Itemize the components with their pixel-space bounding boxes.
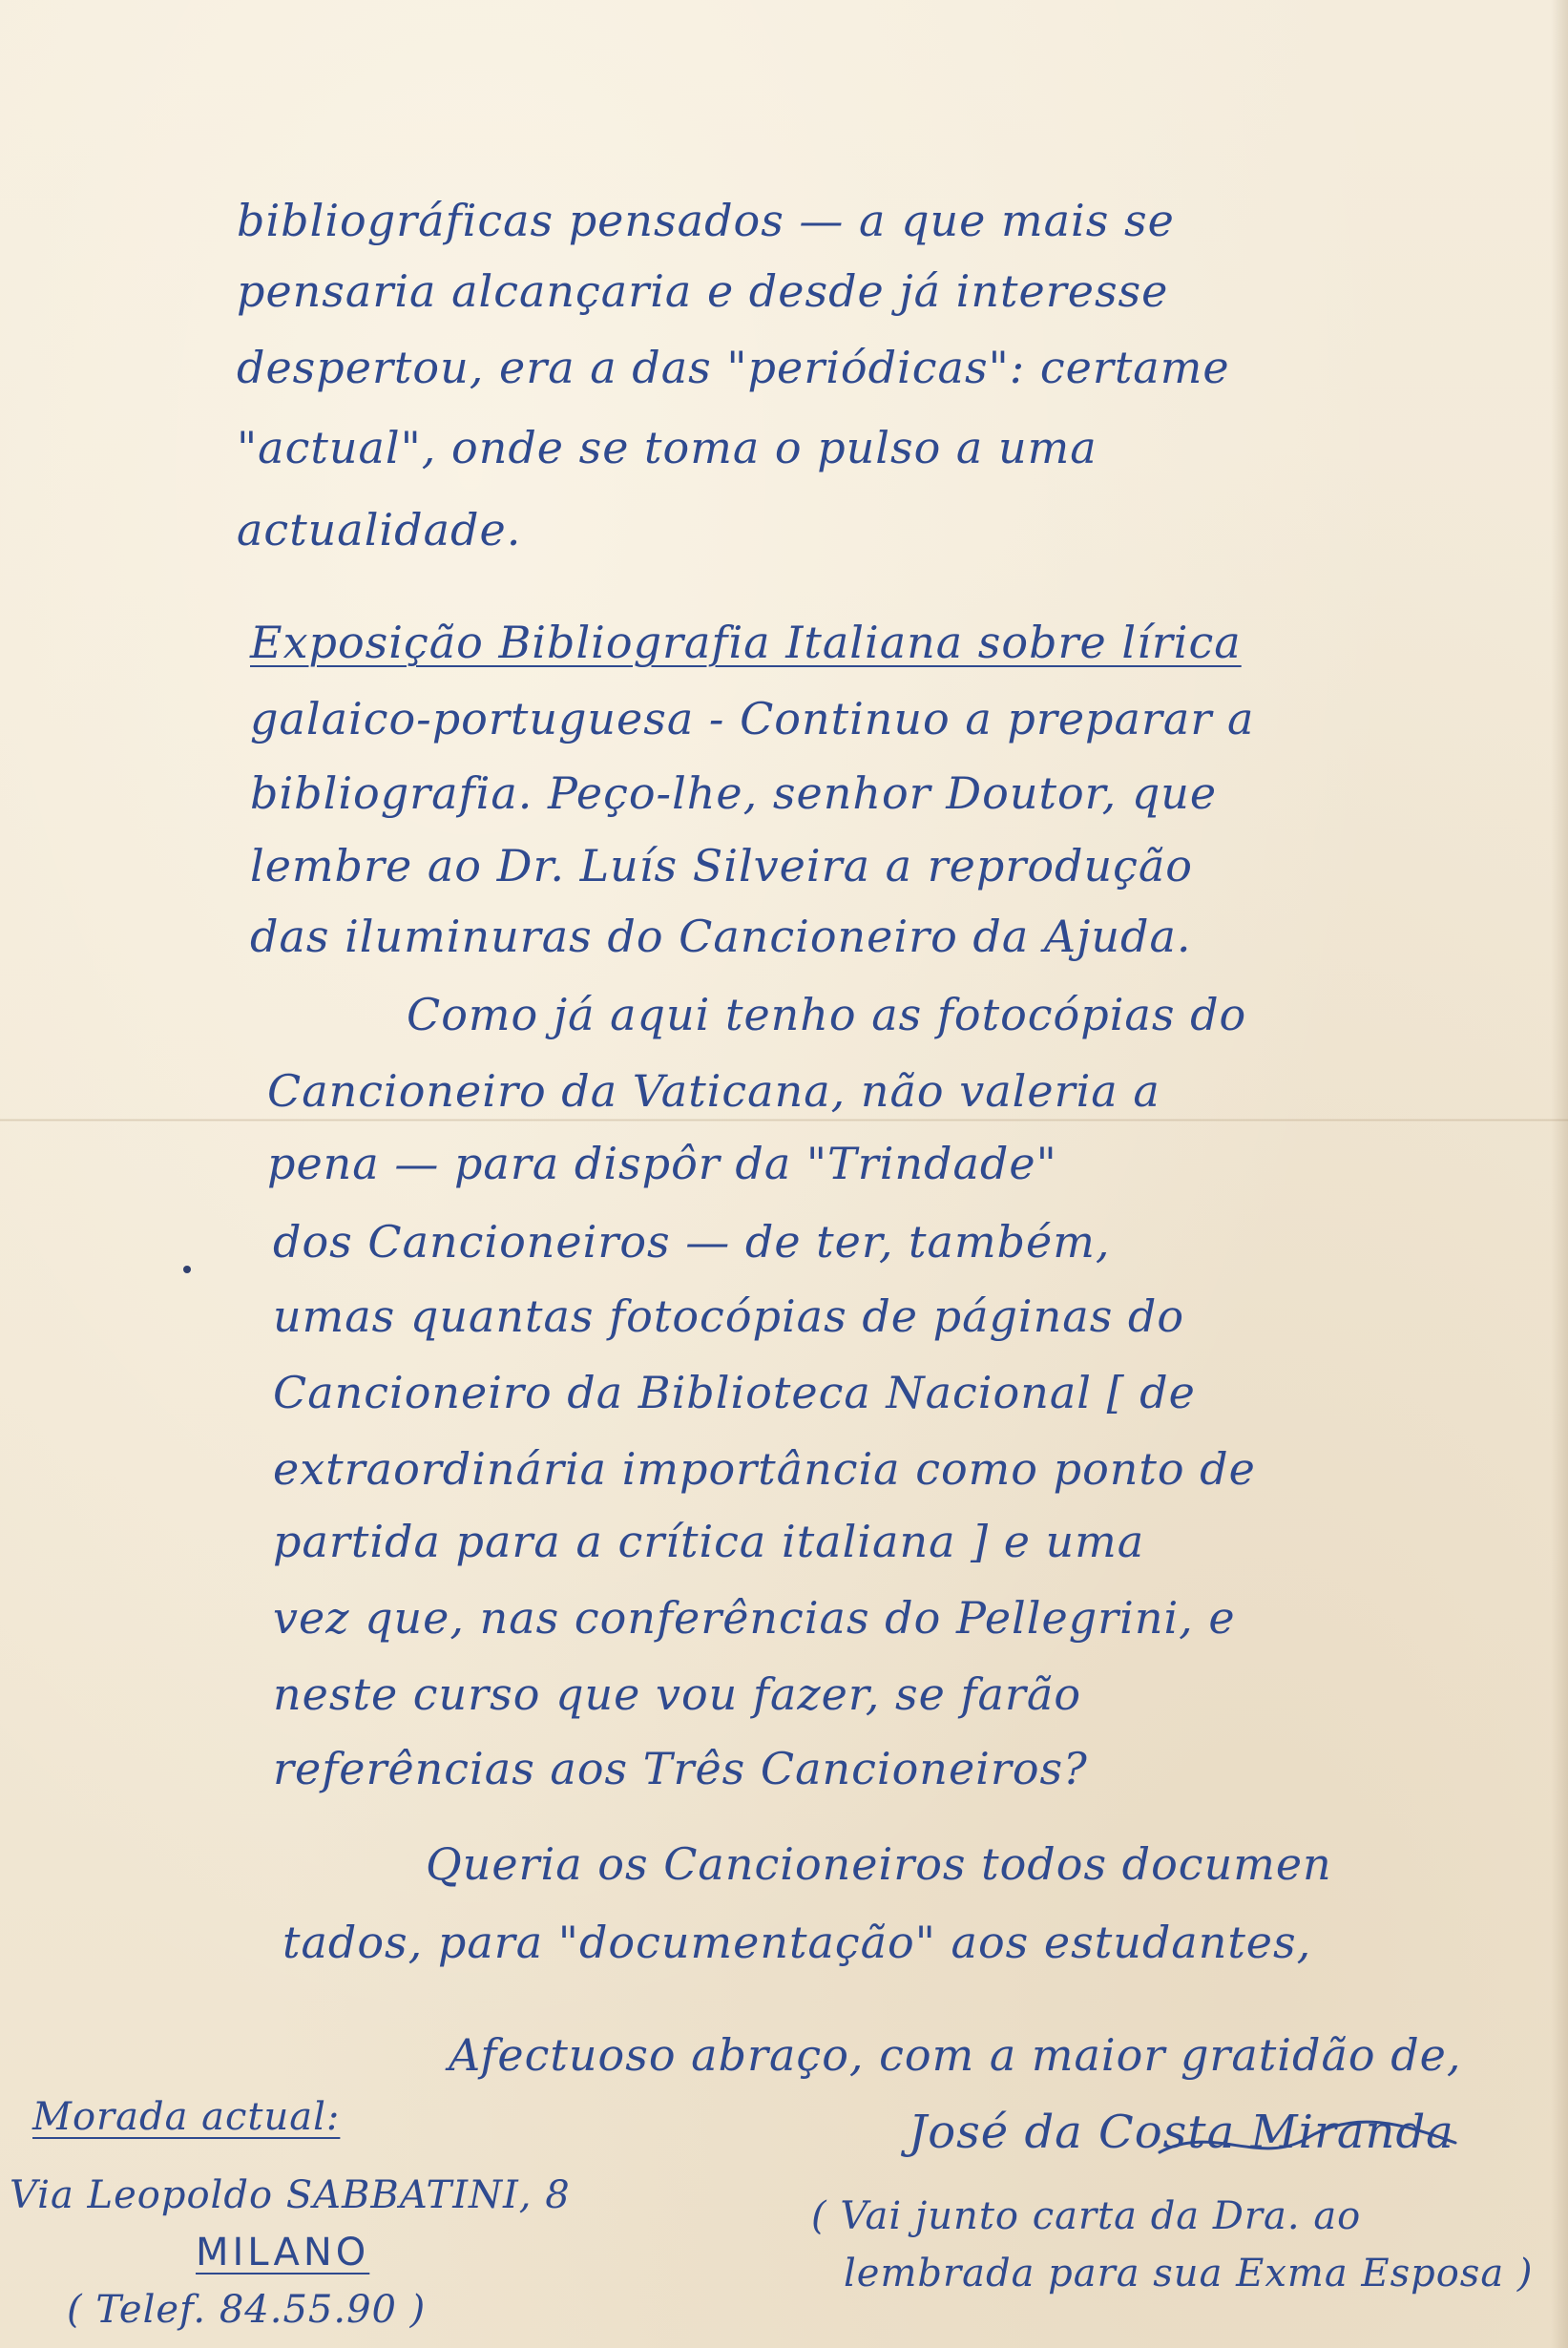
letter-line: lembre ao Dr. Luís Silveira a reprodução	[250, 840, 1193, 891]
letter-line: pena — para dispôr da "Trindade"	[267, 1138, 1057, 1189]
letter-line: bibliografia. Peço-lhe, senhor Doutor, que	[250, 767, 1218, 819]
letter-line: galaico-portuguesa - Continuo a preparar a	[250, 693, 1255, 744]
letter-line: bibliográficas pensados — a que mais se	[237, 195, 1175, 246]
letter-line: umas quantas fotocópias de páginas do	[273, 1290, 1185, 1342]
letter-line: partida para a crítica italiana ] e uma	[273, 1516, 1145, 1567]
paper-edge-shadow	[1551, 0, 1568, 2348]
letter-line: Cancioneiro da Vaticana, não valeria a	[267, 1065, 1160, 1117]
postscript-line: lembrada para sua Exma Esposa )	[844, 2252, 1534, 2296]
letter-line: despertou, era a das "periódicas": certame	[237, 342, 1230, 393]
address-phone: ( Telef. 84.55.90 )	[67, 2288, 427, 2332]
signature: José da Costa Miranda	[909, 2106, 1454, 2159]
letter-line: vez que, nas conferências do Pellegrini, e	[273, 1592, 1236, 1644]
postscript-line: ( Vai junto carta da Dra. ao	[811, 2194, 1362, 2238]
ink-dot	[183, 1266, 191, 1273]
section-heading-line: Exposição Bibliografia Italiana sobre lírica	[250, 617, 1242, 668]
letter-line: neste curso que vou fazer, se farão	[273, 1668, 1082, 1720]
paper-fold-line	[0, 1119, 1568, 1122]
letter-line: extraordinária importância como ponto de	[273, 1443, 1256, 1495]
letter-line: tados, para "documentação" aos estudantes,	[282, 1917, 1312, 1968]
letter-line: pensaria alcançaria e desde já interesse	[237, 265, 1169, 317]
address-city: MILANO	[196, 2231, 370, 2275]
letter-line: Como já aqui tenho as fotocópias do	[407, 989, 1247, 1040]
letter-line: "actual", onde se toma o pulso a uma	[237, 422, 1098, 473]
letter-line: Queria os Cancioneiros todos documen	[426, 1838, 1332, 1890]
address-heading: Morada actual:	[32, 2095, 341, 2139]
letter-line: dos Cancioneiros — de ter, também,	[273, 1216, 1111, 1268]
letter-line: Cancioneiro da Biblioteca Nacional [ de	[273, 1367, 1196, 1418]
letter-line: actualidade.	[237, 504, 522, 556]
signature-flourish	[1155, 2114, 1460, 2171]
closing-line: Afectuoso abraço, com a maior gratidão de,	[449, 2029, 1462, 2081]
address-street: Via Leopoldo SABBATINI, 8	[10, 2173, 571, 2217]
letter-line: das iluminuras do Cancioneiro da Ajuda.	[250, 911, 1192, 962]
letter-line: referências aos Três Cancioneiros?	[273, 1743, 1088, 1794]
